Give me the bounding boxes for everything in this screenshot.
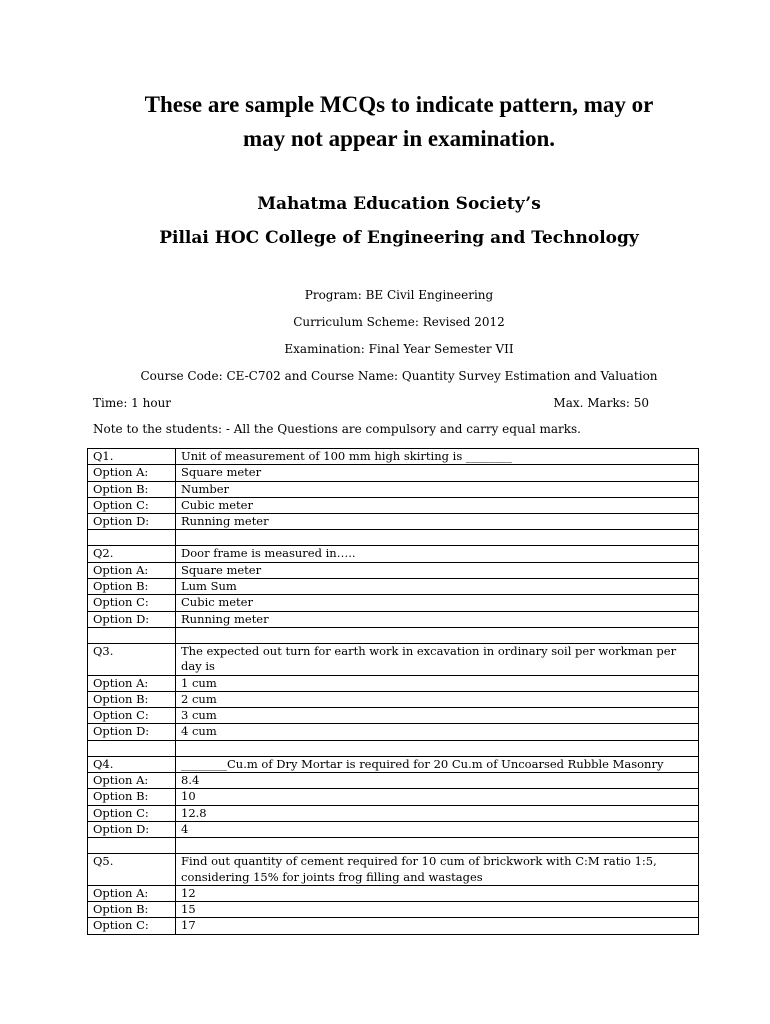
option-label: Option A: <box>88 885 176 901</box>
option-label: Option D: <box>88 514 176 530</box>
question-label: Q3. <box>88 643 176 675</box>
option-label: Option B: <box>88 902 176 918</box>
option-text: 1 cum <box>176 675 699 691</box>
option-text: 17 <box>176 918 699 934</box>
option-text: 2 cum <box>176 691 699 707</box>
option-label: Option C: <box>88 595 176 611</box>
question-label: Q5. <box>88 854 176 886</box>
option-row <box>88 691 699 707</box>
option-label: Option A: <box>88 773 176 789</box>
option-text: 12 <box>176 885 699 901</box>
option-text: Cubic meter <box>176 497 699 513</box>
option-label: Option C: <box>88 497 176 513</box>
option-label: Option B: <box>88 691 176 707</box>
scheme-line: Curriculum Scheme: Revised 2012 <box>293 315 505 329</box>
option-row <box>88 675 699 691</box>
question-row <box>88 854 699 886</box>
option-row <box>88 497 699 513</box>
option-row <box>88 805 699 821</box>
mcq-table <box>87 448 699 935</box>
option-text: 15 <box>176 902 699 918</box>
option-row <box>88 579 699 595</box>
question-row <box>88 546 699 562</box>
option-row <box>88 885 699 901</box>
option-text: 12.8 <box>176 805 699 821</box>
option-label: Option D: <box>88 611 176 627</box>
spacer-row <box>88 740 699 756</box>
option-text: 10 <box>176 789 699 805</box>
question-label: Q4. <box>88 756 176 772</box>
option-label: Option C: <box>88 918 176 934</box>
option-label: Option B: <box>88 579 176 595</box>
option-label: Option C: <box>88 805 176 821</box>
question-row <box>88 643 699 675</box>
course-line: Course Code: CE-C702 and Course Name: Quantity Survey Estimation and Valuation <box>140 369 658 383</box>
title-line-1: These are sample MCQs to indicate pattern, may or <box>144 92 654 117</box>
option-label: Option B: <box>88 789 176 805</box>
option-row <box>88 773 699 789</box>
spacer-row <box>88 530 699 546</box>
society-name: Mahatma Education Society’s <box>257 194 541 214</box>
college-name: Pillai HOC College of Engineering and Technology <box>159 228 639 248</box>
option-row <box>88 595 699 611</box>
option-text: Running meter <box>176 514 699 530</box>
option-text: Lum Sum <box>176 579 699 595</box>
question-label: Q1. <box>88 449 176 465</box>
program-line: Program: BE Civil Engineering <box>304 288 494 302</box>
question-text: The expected out turn for earth work in excavation in ordinary soil per workman per day is <box>176 643 699 675</box>
option-label: Option A: <box>88 465 176 481</box>
option-text: Number <box>176 481 699 497</box>
option-label: Option A: <box>88 675 176 691</box>
question-text: Door frame is measured in….. <box>176 546 699 562</box>
option-row <box>88 918 699 934</box>
option-row <box>88 611 699 627</box>
option-text: Square meter <box>176 562 699 578</box>
option-text: 4 <box>176 821 699 837</box>
student-note: Note to the students: - All the Questions are compulsory and carry equal marks. <box>93 422 581 436</box>
option-row <box>88 562 699 578</box>
option-label: Option C: <box>88 708 176 724</box>
question-row <box>88 756 699 772</box>
option-text: 8.4 <box>176 773 699 789</box>
question-label: Q2. <box>88 546 176 562</box>
option-label: Option D: <box>88 724 176 740</box>
option-text: Cubic meter <box>176 595 699 611</box>
option-label: Option A: <box>88 562 176 578</box>
exam-line: Examination: Final Year Semester VII <box>284 342 514 356</box>
option-text: Square meter <box>176 465 699 481</box>
spacer-row <box>88 627 699 643</box>
option-row <box>88 481 699 497</box>
option-text: 3 cum <box>176 708 699 724</box>
option-text: 4 cum <box>176 724 699 740</box>
question-row <box>88 449 699 465</box>
title-line-2: may not appear in examination. <box>242 126 556 151</box>
question-text: Find out quantity of cement required for 10 cum of brickwork with C:M ratio 1:5, considering 15% for joints frog filling and wastages <box>176 854 699 886</box>
option-row <box>88 902 699 918</box>
question-text: ________Cu.m of Dry Mortar is required for 20 Cu.m of Uncoarsed Rubble Masonry <box>176 756 699 772</box>
option-row <box>88 789 699 805</box>
option-text: Running meter <box>176 611 699 627</box>
option-row <box>88 708 699 724</box>
page-title <box>60 88 738 156</box>
max-marks-label: Max. Marks: 50 <box>553 396 649 410</box>
question-text: Unit of measurement of 100 mm high skirting is ________ <box>176 449 699 465</box>
option-row <box>88 465 699 481</box>
option-row <box>88 821 699 837</box>
option-label: Option B: <box>88 481 176 497</box>
option-label: Option D: <box>88 821 176 837</box>
option-row <box>88 514 699 530</box>
time-label: Time: 1 hour <box>93 396 172 410</box>
spacer-row <box>88 838 699 854</box>
option-row <box>88 724 699 740</box>
